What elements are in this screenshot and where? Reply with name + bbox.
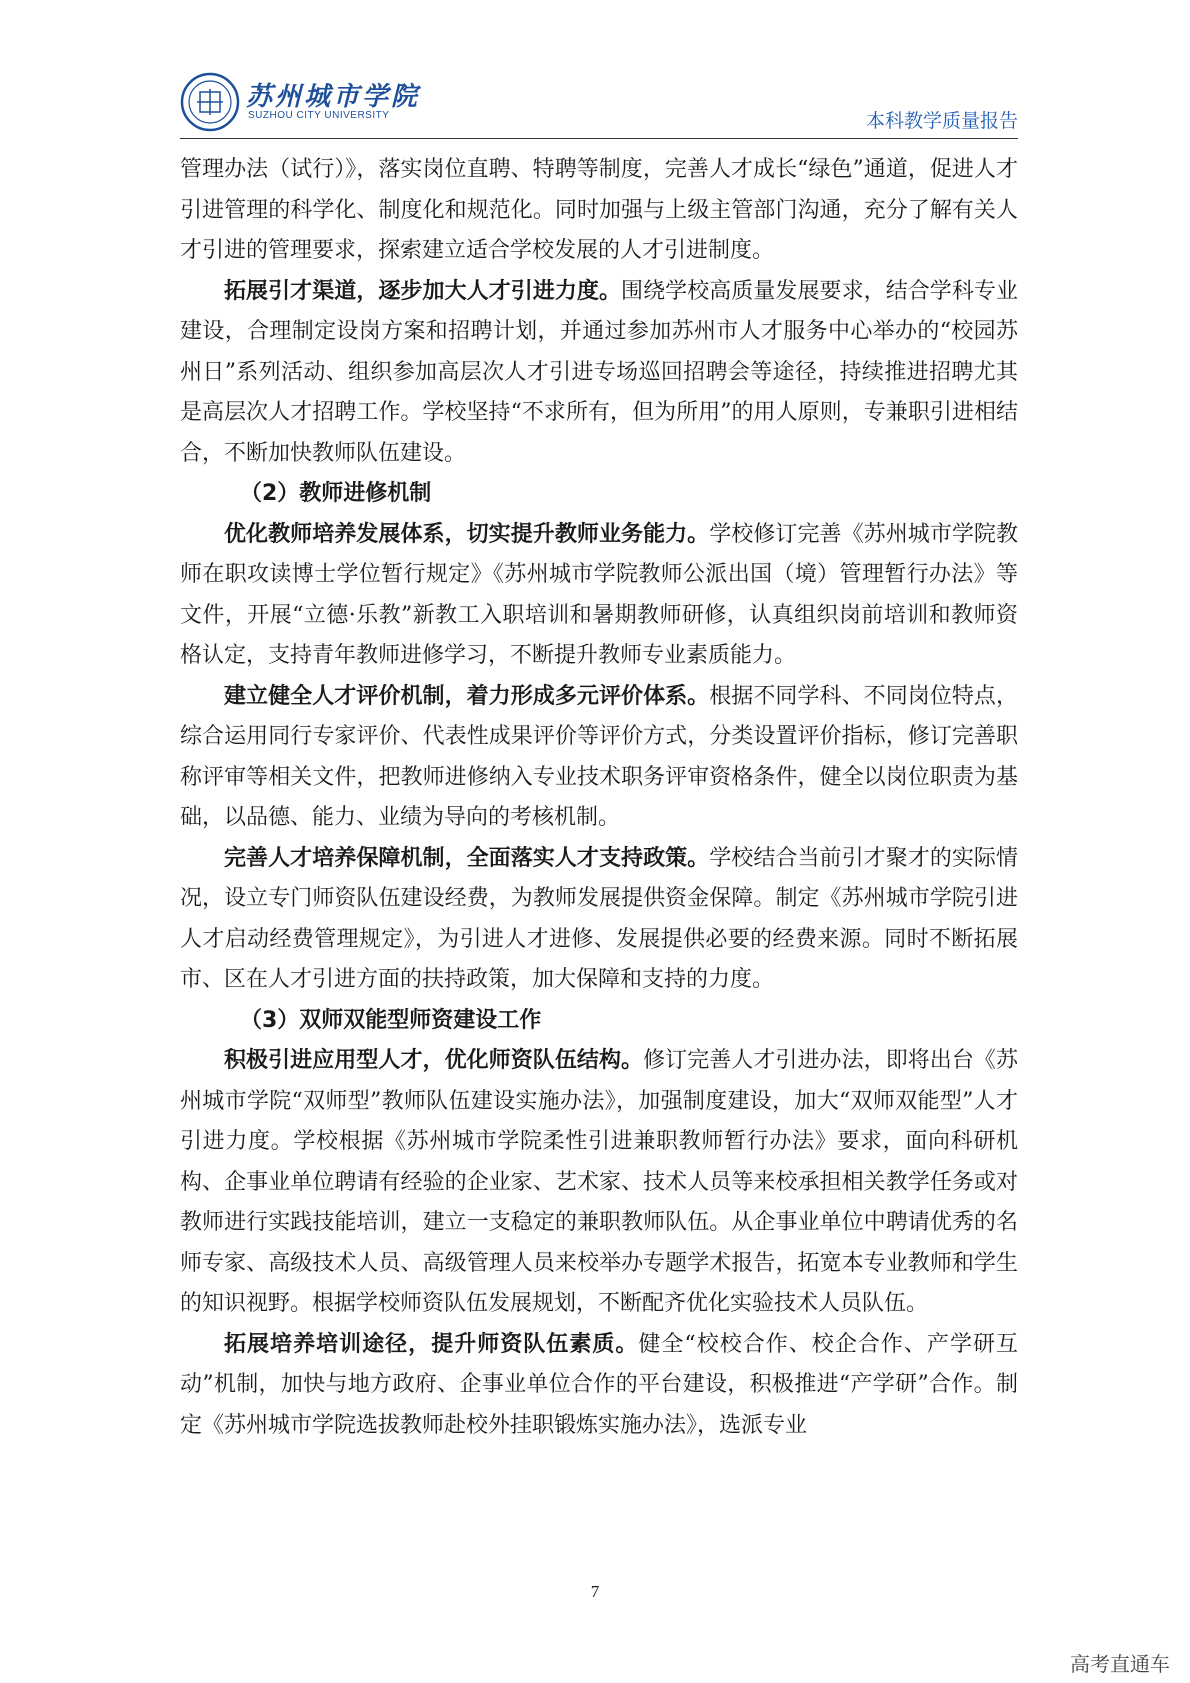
university-seal-logo: [180, 72, 240, 132]
report-title: 本科教学质量报告: [865, 110, 1018, 132]
paragraph-lead: 优化教师培养发展体系，切实提升教师业务能力。: [224, 521, 710, 547]
page-header: [180, 70, 1018, 136]
paragraph-text: 学校结合当前引才聚才的实际情况，设立专门师资队伍建设经费，为教师发展提供资金保障。制定《苏州城市学院引进人才启动经费管理规定》，为引进人才进修、发展提供必要的经费来源。同时不断拓展市、区在人才引进方面的扶持政策，加大保障和支持的力度。: [180, 845, 1018, 992]
paragraph: [180, 515, 1018, 677]
section-heading: （3）双师双能型师资建设工作: [240, 1007, 542, 1033]
paragraph-text: 管理办法（试行）》，落实岗位直聘、特聘等制度，完善人才成长“绿色”通道，促进人才引进管理的科学化、制度化和规范化。同时加强与上级主管部门沟通，充分了解有关人才引进的管理要求，探索建立适合学校发展的人才引进制度。: [180, 157, 1018, 263]
page-number: 7: [590, 1582, 600, 1601]
logo-english-name: SUZHOU CITY UNIVERSITY: [248, 110, 390, 121]
paragraph-text: 健全“校校合作、校企合作、产学研互动”机制，加快与地方政府、企事业单位合作的平台建设，积极推进“产学研”合作。制定《苏州城市学院选拔教师赴校外挂职锻炼实施办法》，选派专业: [180, 1331, 1018, 1438]
paragraph-lead: 建立健全人才评价机制，着力形成多元评价体系。: [224, 683, 710, 709]
paragraph: [180, 1041, 1018, 1325]
paragraph: [180, 272, 1018, 475]
paragraph: [180, 839, 1018, 1001]
document-body: [180, 150, 1018, 1446]
paragraph-text: 围绕学校高质量发展要求，结合学科专业建设，合理制定设岗方案和招聘计划，并通过参加苏州市人才服务中心举办的“校园苏州日”系列活动、组织参加高层次人才引进专场巡回招聘会等途径，持续推进招聘尤其是高层次人才招聘工作。学校坚持“不求所有，但为所用”的用人原则，专兼职引进相结合，不断加快教师队伍建设。: [180, 278, 1018, 466]
section-heading: （2）教师进修机制: [240, 481, 432, 506]
paragraph-lead: 拓展引才渠道，逐步加大人才引进力度。: [224, 278, 622, 304]
watermark-text: 高考直通车: [1070, 1652, 1170, 1676]
paragraph-lead: 完善人才培养保障机制，全面落实人才支持政策。: [224, 845, 710, 871]
paragraph-text: 根据不同学科、不同岗位特点，综合运用同行专家评价、代表性成果评价等评价方式，分类设置评价指标，修订完善职称评审等相关文件，把教师进修纳入专业技术职务评审资格条件，健全以岗位职责为基础，以品德、能力、业绩为导向的考核机制。: [180, 683, 1018, 830]
paragraph: [180, 150, 1018, 272]
paragraph-text: 学校修订完善《苏州城市学院教师在职攻读博士学位暂行规定》《苏州城市学院教师公派出国（境）管理暂行办法》等文件，开展“立德·乐教”新教工入职培训和暑期教师研修，认真组织岗前培训和教师资格认定，支持青年教师进修学习，不断提升教师专业素质能力。: [180, 521, 1018, 668]
paragraph: [180, 1325, 1018, 1447]
paragraph-lead: 积极引进应用型人才，优化师资队伍结构。: [224, 1048, 644, 1073]
logo-chinese-name: 苏州城市学院: [246, 82, 421, 112]
paragraph: [180, 677, 1018, 839]
header-divider: [180, 138, 1018, 139]
paragraph-lead: 拓展培养培训途径，提升师资队伍素质。: [224, 1331, 639, 1357]
paragraph-text: 修订完善人才引进办法，即将出台《苏州城市学院“双师型”教师队伍建设实施办法》，加强制度建设，加大“双师双能型”人才引进力度。学校根据《苏州城市学院柔性引进兼职教师暂行办法》要求，面向科研机构、企事业单位聘请有经验的企业家、艺术家、技术人员等来校承担相关教学任务或对教师进行实践技能培训，建立一支稳定的兼职教师队伍。从企事业单位中聘请优秀的名师专家、高级技术人员、高级管理人员来校举办专题学术报告，拓宽本专业教师和学生的知识视野。根据学校师资队伍发展规划，不断配齐优化实验技术人员队伍。: [180, 1048, 1018, 1316]
